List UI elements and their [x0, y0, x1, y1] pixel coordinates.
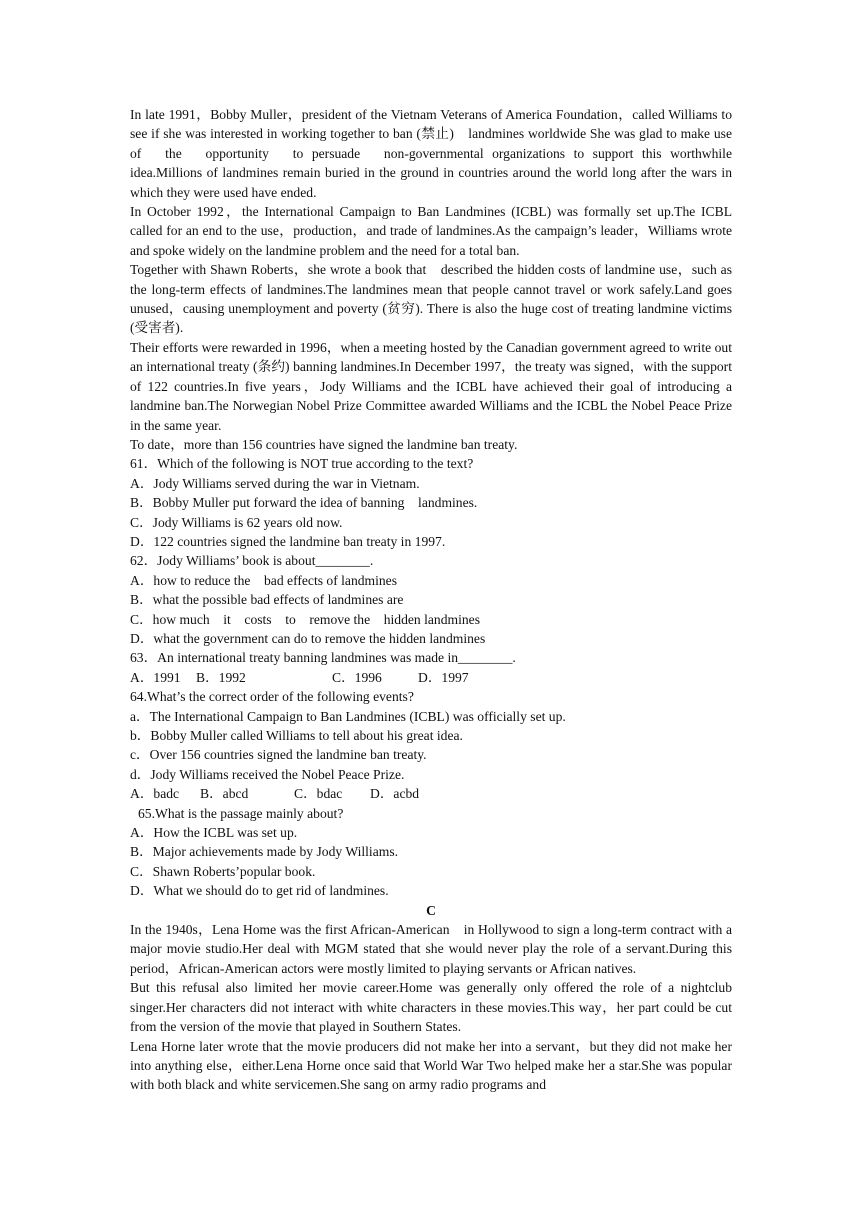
question-61-stem: 61．Which of the following is NOT true according to the text? — [130, 456, 474, 472]
question-64-event-a: a．The International Campaign to Ban Landmines (ICBL) was officially set up. — [130, 708, 566, 724]
question-64-option-a: A．badc — [130, 786, 180, 802]
question-62-option-d: D．what the government can do to remove the hidden landmines — [130, 630, 486, 646]
passage-b-paragraph-3: Together with Shawn Roberts，she wrote a book that described the hidden costs of landmine use，such as the long-term effects of landmines.The landmines mean that people cannot travel or work safely.Land goes unused，causing unemployment and poverty (贫穷). There is also the huge cost of treating landmine victims (受害者). — [130, 262, 732, 336]
question-63-stem: 63．An international treaty banning landmines was made in________. — [130, 650, 516, 666]
question-63-option-c: C．1996 — [332, 669, 382, 685]
question-62-option-c: C．how much it costs to remove the hidden landmines — [130, 611, 480, 627]
question-65-option-a: A．How the ICBL was set up. — [130, 825, 298, 841]
question-64-option-c: C．bdac — [294, 786, 343, 802]
question-62-stem: 62．Jody Williams’ book is about________. — [130, 553, 374, 569]
question-64-option-d: D．acbd — [370, 786, 420, 802]
passage-c-paragraph-2: But this refusal also limited her movie career.Home was generally only offered the role of a nightclub singer.Her characters did not interact with white characters in these movies.This way，her part could be cut from the version of the movie that played in Southern States. — [130, 980, 732, 1035]
passage-c-paragraph-3: Lena Horne later wrote that the movie producers did not make her into a servant，but they did not make her into anything else，either.Lena Horne once said that World War Two helped make her a star.She was popular with both black and white servicemen.She sang on army radio programs and — [130, 1038, 732, 1093]
passage-b-paragraph-4: Their efforts were rewarded in 1996，when a meeting hosted by the Canadian government agreed to write out an international treaty (条约) banning landmines.In December 1997，the treaty was signed，with the support of 122 countries.In five years，Jody Williams and the ICBL have achieved their goal of introducing a landmine ban.The Norwegian Nobel Prize Committee awarded Williams and the ICBL the Nobel Peace Prize in the same year. — [130, 339, 732, 433]
question-63-option-d: D．1997 — [418, 669, 469, 685]
question-62 — [130, 551, 732, 648]
question-61-option-c: C．Jody Williams is 62 years old now. — [130, 514, 343, 530]
question-61 — [130, 454, 732, 551]
passage-b-paragraph-2: In October 1992，the International Campaign to Ban Landmines (ICBL) was formally set up.The ICBL called for an end to the use，production，and trade of landmines.As the campaign’s leader，Williams wrote and spoke widely on the landmine problem and the need for a total ban. — [130, 204, 732, 258]
question-64-options — [130, 784, 732, 803]
question-61-option-a: A．Jody Williams served during the war in Vietnam. — [130, 475, 420, 491]
question-63-option-a: A．1991 — [130, 669, 181, 685]
question-63-options — [130, 668, 732, 687]
question-64-event-d: d．Jody Williams received the Nobel Peace Prize. — [130, 766, 405, 782]
question-61-option-b: B．Bobby Muller put forward the idea of banning landmines. — [130, 495, 478, 511]
question-64-event-c: c．Over 156 countries signed the landmine ban treaty. — [130, 747, 427, 763]
question-65-option-c: C．Shawn Roberts’popular book. — [130, 863, 316, 879]
question-64 — [130, 687, 732, 803]
question-63-option-b: B．1992 — [196, 669, 246, 685]
question-65-option-b: B．Major achievements made by Jody Williams. — [130, 844, 399, 860]
passage-b-paragraph-5: To date，more than 156 countries have signed the landmine ban treaty. — [130, 436, 518, 452]
question-64-option-b: B．abcd — [200, 786, 249, 802]
passage-c-paragraph-1: In the 1940s，Lena Home was the first African-American in Hollywood to sign a long-term contract with a major movie studio.Her deal with MGM stated that she would never play the role of a servant.During this period，African-American actors were mostly limited to playing servants or African natives. — [130, 922, 732, 976]
question-64-event-b: b．Bobby Muller called Williams to tell about his great idea. — [130, 728, 463, 743]
question-64-stem: 64.What’s the correct order of the following events? — [130, 689, 414, 705]
question-62-option-b: B．what the possible bad effects of landmines are — [130, 592, 404, 608]
passage-b-paragraph-1: In late 1991，Bobby Muller，president of the Vietnam Veterans of America Foundation，called Williams to see if she was interested in working together to ban (禁止) landmines worldwide She was glad to make use of the opportunity to persuade non-governmental organizations to support this worthwhile idea.Millions of landmines remain buried in the ground in countries around the world long after the wars in which they were used have ended. — [130, 107, 746, 200]
question-65-option-d: D．What we should do to get rid of landmines. — [130, 883, 389, 899]
question-65 — [130, 804, 732, 901]
question-63 — [130, 648, 732, 687]
question-61-option-d: D．122 countries signed the landmine ban treaty in 1997. — [130, 533, 446, 549]
question-65-stem: 65.What is the passage mainly about? — [138, 805, 344, 821]
exam-page — [130, 105, 746, 1095]
question-62-option-a: A．how to reduce the bad effects of landmines — [130, 572, 398, 588]
passage-c-letter: C — [426, 902, 436, 918]
